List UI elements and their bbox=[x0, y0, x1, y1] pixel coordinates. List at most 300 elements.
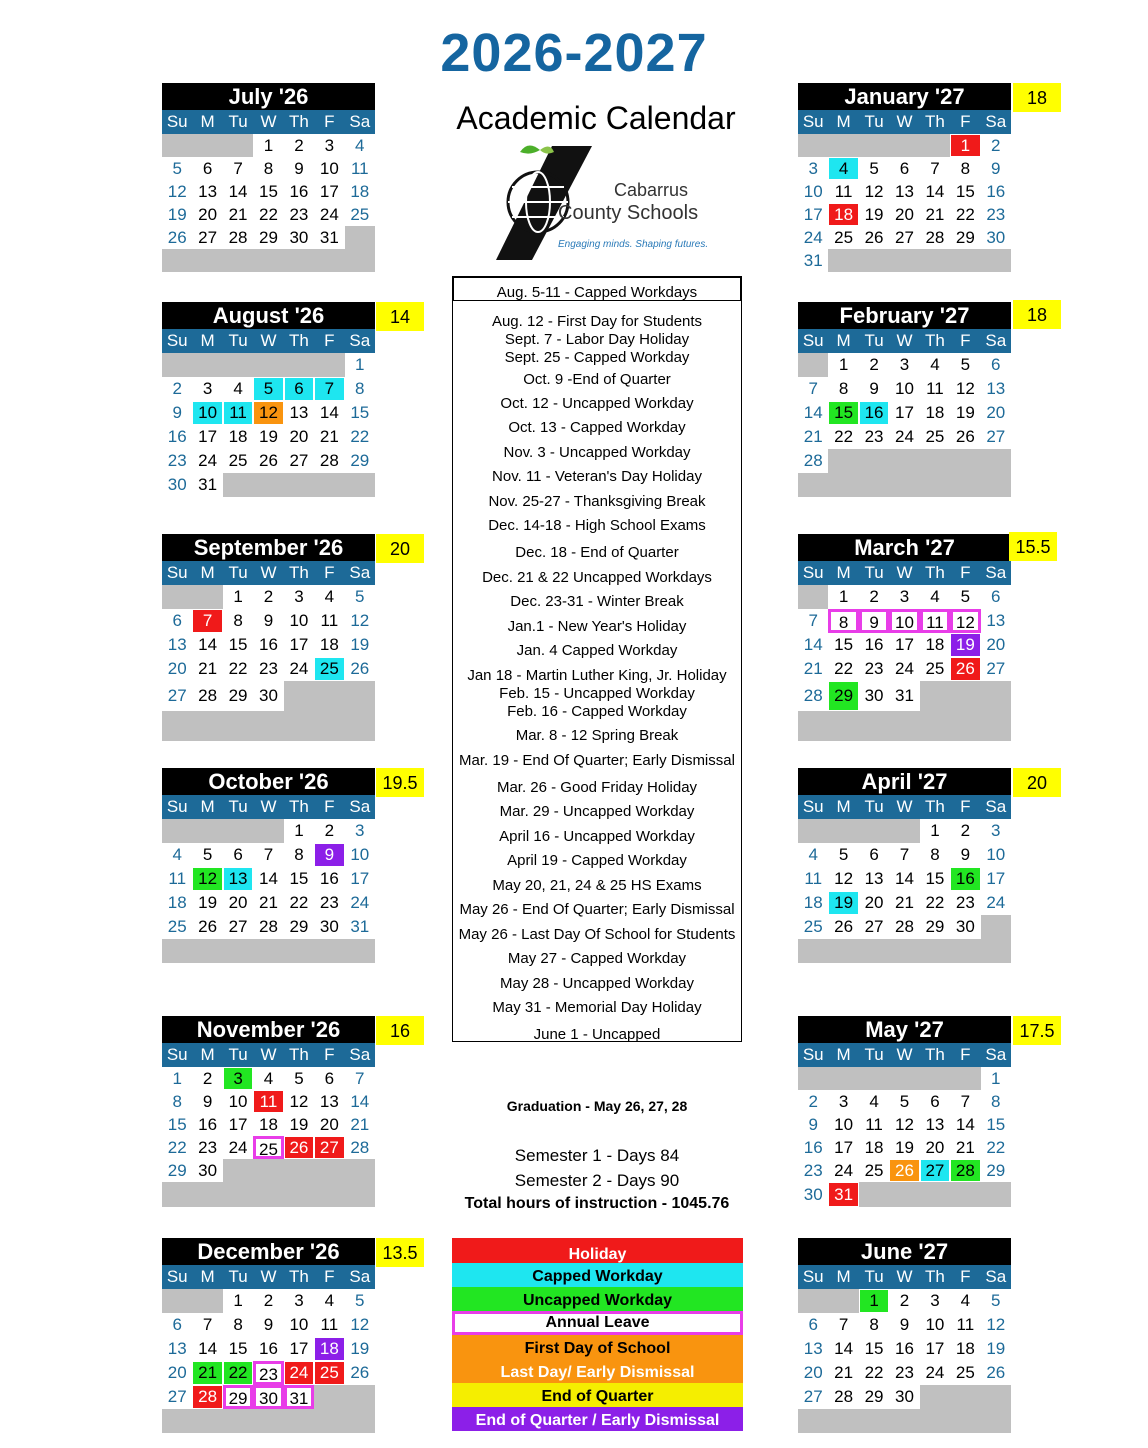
empty-cell bbox=[192, 353, 222, 377]
day-cell: 15 bbox=[920, 867, 950, 891]
day-cell: 2 bbox=[162, 377, 192, 401]
empty-cell bbox=[192, 585, 222, 609]
day-cell: 16 bbox=[253, 1337, 283, 1361]
day-cell: 18 bbox=[920, 401, 950, 425]
event-item: May 27 - Capped Workday bbox=[507, 950, 687, 967]
event-item: Feb. 15 - Uncapped Workday bbox=[499, 685, 695, 702]
day-cell: 22 bbox=[284, 891, 314, 915]
day-cell: 7 bbox=[192, 1313, 222, 1337]
event-item: Mar. 29 - Uncapped Workday bbox=[499, 803, 695, 820]
empty-cell bbox=[889, 939, 919, 963]
day-cell: 2 bbox=[798, 1090, 828, 1113]
day-cell: 7 bbox=[314, 377, 344, 401]
day-cell: 25 bbox=[253, 1136, 283, 1159]
weekday-label: Sa bbox=[349, 331, 371, 350]
day-cell: 30 bbox=[889, 1385, 919, 1409]
page-title: 2026-2027 bbox=[440, 23, 708, 83]
empty-cell bbox=[284, 681, 314, 711]
day-cell: 30 bbox=[950, 915, 980, 939]
weekday-label: Th bbox=[925, 563, 945, 582]
day-cell: 9 bbox=[192, 1090, 222, 1113]
day-cell: 9 bbox=[981, 157, 1011, 180]
semester1-info: Semester 1 - Days 84 bbox=[514, 1146, 680, 1165]
month-title: October '26 bbox=[162, 768, 375, 795]
empty-cell bbox=[162, 1289, 192, 1313]
day-cell: 18 bbox=[920, 633, 950, 657]
empty-cell bbox=[828, 1289, 858, 1313]
day-cell: 25 bbox=[314, 1361, 344, 1385]
empty-cell bbox=[920, 711, 950, 741]
empty-cell bbox=[192, 249, 222, 272]
day-cell: 28 bbox=[314, 449, 344, 473]
empty-cell bbox=[981, 449, 1011, 473]
day-cell: 18 bbox=[345, 180, 375, 203]
day-cell: 14 bbox=[223, 180, 253, 203]
day-cell: 20 bbox=[162, 1361, 192, 1385]
day-cell: 7 bbox=[345, 1067, 375, 1090]
day-cell: 6 bbox=[162, 1313, 192, 1337]
weekday-label: W bbox=[260, 1267, 277, 1286]
day-cell: 4 bbox=[314, 1289, 344, 1313]
empty-cell bbox=[981, 1182, 1011, 1207]
weekday-label: Su bbox=[166, 563, 188, 582]
event-item: May 26 - Last Day Of School for Students bbox=[458, 926, 736, 943]
event-item: May 20, 21, 24 & 25 HS Exams bbox=[492, 877, 702, 894]
month-grid bbox=[162, 1289, 375, 1433]
day-cell: 2 bbox=[284, 134, 314, 157]
empty-cell bbox=[314, 1409, 344, 1433]
day-cell: 28 bbox=[828, 1385, 858, 1409]
empty-cell bbox=[920, 1409, 950, 1433]
day-cell: 3 bbox=[284, 1289, 314, 1313]
empty-cell bbox=[345, 249, 375, 272]
day-cell: 2 bbox=[889, 1289, 919, 1313]
weekday-header bbox=[162, 795, 375, 819]
day-cell: 15 bbox=[828, 401, 858, 425]
day-cell: 17 bbox=[192, 425, 222, 449]
day-cell: 11 bbox=[162, 867, 192, 891]
empty-cell bbox=[981, 249, 1011, 272]
weekday-label: Sa bbox=[985, 1045, 1007, 1064]
legend-item: Capped Workday bbox=[452, 1263, 743, 1287]
empty-cell bbox=[253, 1159, 283, 1182]
day-cell: 19 bbox=[950, 633, 980, 657]
legend-item: Annual Leave bbox=[452, 1311, 743, 1335]
empty-cell bbox=[314, 473, 344, 497]
day-cell: 10 bbox=[981, 843, 1011, 867]
empty-cell bbox=[284, 1159, 314, 1182]
day-cell: 3 bbox=[889, 353, 919, 377]
day-cell: 13 bbox=[859, 867, 889, 891]
day-cell: 4 bbox=[162, 843, 192, 867]
empty-cell bbox=[920, 473, 950, 497]
empty-cell bbox=[253, 473, 283, 497]
day-cell: 12 bbox=[345, 609, 375, 633]
day-cell: 28 bbox=[192, 1385, 222, 1409]
month-title: November '26 bbox=[162, 1016, 375, 1043]
day-cell: 10 bbox=[798, 180, 828, 203]
day-cell: 14 bbox=[314, 401, 344, 425]
day-cell: 24 bbox=[920, 1361, 950, 1385]
empty-cell bbox=[859, 1409, 889, 1433]
day-cell: 22 bbox=[859, 1361, 889, 1385]
empty-cell bbox=[345, 1385, 375, 1409]
day-cell: 3 bbox=[828, 1090, 858, 1113]
day-cell: 26 bbox=[192, 915, 222, 939]
day-cell: 7 bbox=[253, 843, 283, 867]
day-cell: 29 bbox=[162, 1159, 192, 1182]
weekday-label: M bbox=[836, 797, 851, 816]
empty-cell bbox=[162, 134, 192, 157]
month-title: June '27 bbox=[798, 1238, 1011, 1265]
empty-cell bbox=[192, 1182, 222, 1207]
day-cell: 4 bbox=[859, 1090, 889, 1113]
day-cell: 1 bbox=[253, 134, 283, 157]
empty-cell bbox=[162, 711, 192, 741]
event-item: Nov. 11 - Veteran's Day Holiday bbox=[492, 468, 702, 485]
day-cell: 25 bbox=[162, 915, 192, 939]
empty-cell bbox=[950, 1182, 980, 1207]
day-cell: 26 bbox=[889, 1159, 919, 1182]
day-cell: 7 bbox=[223, 157, 253, 180]
event-item: Oct. 12 - Uncapped Workday bbox=[500, 395, 694, 412]
weekday-label: F bbox=[324, 797, 335, 816]
weekday-label: Th bbox=[289, 1045, 309, 1064]
empty-cell bbox=[981, 939, 1011, 963]
day-cell: 4 bbox=[950, 1289, 980, 1313]
legend-item: End of Quarter bbox=[452, 1383, 743, 1407]
day-cell: 30 bbox=[798, 1182, 828, 1207]
event-item: Jan 18 - Martin Luther King, Jr. Holiday bbox=[467, 667, 727, 684]
empty-cell bbox=[798, 819, 828, 843]
day-cell: 3 bbox=[798, 157, 828, 180]
day-cell: 18 bbox=[798, 891, 828, 915]
weekday-label: F bbox=[324, 112, 335, 131]
day-cell: 27 bbox=[981, 657, 1011, 681]
weekday-label: M bbox=[836, 1267, 851, 1286]
day-cell: 6 bbox=[798, 1313, 828, 1337]
empty-cell bbox=[284, 1409, 314, 1433]
day-cell: 3 bbox=[345, 819, 375, 843]
empty-cell bbox=[859, 1067, 889, 1090]
day-cell: 4 bbox=[253, 1067, 283, 1090]
day-cell: 11 bbox=[859, 1113, 889, 1136]
empty-cell bbox=[253, 711, 283, 741]
month-title: August '26 bbox=[162, 302, 375, 329]
day-cell: 11 bbox=[314, 1313, 344, 1337]
day-cell: 22 bbox=[950, 203, 980, 226]
day-cell: 26 bbox=[284, 1136, 314, 1159]
empty-cell bbox=[889, 449, 919, 473]
day-cell: 9 bbox=[253, 1313, 283, 1337]
day-cell: 24 bbox=[314, 203, 344, 226]
day-cell: 8 bbox=[284, 843, 314, 867]
day-cell: 24 bbox=[284, 1361, 314, 1385]
day-cell: 26 bbox=[345, 657, 375, 681]
instruction-days-badge: 20 bbox=[376, 534, 424, 563]
weekday-header bbox=[798, 329, 1011, 353]
day-cell: 10 bbox=[192, 401, 222, 425]
day-cell: 22 bbox=[345, 425, 375, 449]
day-cell: 26 bbox=[345, 1361, 375, 1385]
month-grid bbox=[162, 1067, 375, 1207]
day-cell: 29 bbox=[223, 1385, 253, 1409]
event-item: Oct. 9 -End of Quarter bbox=[523, 371, 671, 388]
empty-cell bbox=[798, 1409, 828, 1433]
day-cell: 20 bbox=[284, 425, 314, 449]
weekday-label: Tu bbox=[228, 1045, 248, 1064]
weekday-label: M bbox=[200, 1267, 215, 1286]
day-cell: 27 bbox=[162, 681, 192, 711]
weekday-label: Th bbox=[289, 797, 309, 816]
day-cell: 10 bbox=[920, 1313, 950, 1337]
empty-cell bbox=[798, 1067, 828, 1090]
day-cell: 2 bbox=[253, 585, 283, 609]
day-cell: 2 bbox=[253, 1289, 283, 1313]
weekday-label: Th bbox=[925, 331, 945, 350]
day-cell: 29 bbox=[345, 449, 375, 473]
empty-cell bbox=[284, 249, 314, 272]
empty-cell bbox=[920, 681, 950, 711]
empty-cell bbox=[284, 353, 314, 377]
day-cell: 25 bbox=[345, 203, 375, 226]
day-cell: 16 bbox=[253, 633, 283, 657]
day-cell: 19 bbox=[284, 1113, 314, 1136]
empty-cell bbox=[828, 1067, 858, 1090]
day-cell: 15 bbox=[223, 633, 253, 657]
day-cell: 2 bbox=[314, 819, 344, 843]
day-cell: 26 bbox=[828, 915, 858, 939]
day-cell: 17 bbox=[284, 1337, 314, 1361]
empty-cell bbox=[828, 134, 858, 157]
day-cell: 15 bbox=[162, 1113, 192, 1136]
day-cell: 31 bbox=[284, 1385, 314, 1409]
day-cell: 14 bbox=[828, 1337, 858, 1361]
day-cell: 27 bbox=[314, 1136, 344, 1159]
day-cell: 9 bbox=[284, 157, 314, 180]
day-cell: 8 bbox=[950, 157, 980, 180]
empty-cell bbox=[192, 939, 222, 963]
month-grid bbox=[798, 819, 1011, 963]
instruction-days-badge: 19.5 bbox=[376, 768, 424, 797]
day-cell: 18 bbox=[314, 1337, 344, 1361]
day-cell: 10 bbox=[284, 1313, 314, 1337]
month-grid bbox=[798, 1067, 1011, 1207]
day-cell: 16 bbox=[859, 401, 889, 425]
legend-item: Last Day/ Early Dismissal bbox=[452, 1359, 743, 1383]
month-calendar bbox=[798, 534, 1011, 741]
day-cell: 15 bbox=[828, 633, 858, 657]
day-cell: 20 bbox=[314, 1113, 344, 1136]
weekday-label: Th bbox=[289, 563, 309, 582]
day-cell: 5 bbox=[828, 843, 858, 867]
empty-cell bbox=[798, 353, 828, 377]
empty-cell bbox=[253, 1409, 283, 1433]
day-cell: 17 bbox=[920, 1337, 950, 1361]
day-cell: 31 bbox=[828, 1182, 858, 1207]
day-cell: 10 bbox=[889, 377, 919, 401]
empty-cell bbox=[859, 473, 889, 497]
weekday-label: Th bbox=[289, 112, 309, 131]
weekday-label: Tu bbox=[864, 1045, 884, 1064]
day-cell: 27 bbox=[284, 449, 314, 473]
empty-cell bbox=[314, 353, 344, 377]
day-cell: 21 bbox=[192, 657, 222, 681]
day-cell: 8 bbox=[859, 1313, 889, 1337]
empty-cell bbox=[192, 711, 222, 741]
day-cell: 13 bbox=[920, 1113, 950, 1136]
weekday-label: Su bbox=[802, 112, 824, 131]
day-cell: 16 bbox=[192, 1113, 222, 1136]
day-cell: 23 bbox=[889, 1361, 919, 1385]
day-cell: 23 bbox=[192, 1136, 222, 1159]
day-cell: 18 bbox=[828, 203, 858, 226]
event-item: Aug. 12 - First Day for Students bbox=[491, 313, 703, 330]
month-title: May '27 bbox=[798, 1016, 1011, 1043]
empty-cell bbox=[284, 1182, 314, 1207]
weekday-label: F bbox=[960, 1267, 971, 1286]
day-cell: 9 bbox=[798, 1113, 828, 1136]
day-cell: 14 bbox=[889, 867, 919, 891]
day-cell: 5 bbox=[192, 843, 222, 867]
instruction-days-badge: 13.5 bbox=[376, 1238, 424, 1267]
day-cell: 5 bbox=[162, 157, 192, 180]
event-item: Mar. 8 - 12 Spring Break bbox=[515, 727, 679, 744]
empty-cell bbox=[859, 134, 889, 157]
day-cell: 15 bbox=[284, 867, 314, 891]
day-cell: 21 bbox=[192, 1361, 222, 1385]
day-cell: 28 bbox=[889, 915, 919, 939]
event-item: Sept. 7 - Labor Day Holiday bbox=[504, 331, 690, 348]
empty-cell bbox=[162, 1409, 192, 1433]
day-cell: 31 bbox=[345, 915, 375, 939]
day-cell: 3 bbox=[889, 585, 919, 609]
total-hours-info: Total hours of instruction - 1045.76 bbox=[464, 1195, 730, 1212]
day-cell: 7 bbox=[798, 377, 828, 401]
empty-cell bbox=[162, 939, 192, 963]
day-cell: 22 bbox=[828, 657, 858, 681]
event-item: Jan.1 - New Year's Holiday bbox=[507, 618, 687, 635]
day-cell: 30 bbox=[192, 1159, 222, 1182]
day-cell: 4 bbox=[314, 585, 344, 609]
day-cell: 29 bbox=[828, 681, 858, 711]
day-cell: 23 bbox=[798, 1159, 828, 1182]
day-cell: 7 bbox=[192, 609, 222, 633]
empty-cell bbox=[828, 711, 858, 741]
weekday-label: F bbox=[960, 112, 971, 131]
weekday-label: Th bbox=[925, 797, 945, 816]
day-cell: 23 bbox=[950, 891, 980, 915]
day-cell: 21 bbox=[828, 1361, 858, 1385]
empty-cell bbox=[192, 819, 222, 843]
day-cell: 19 bbox=[950, 401, 980, 425]
day-cell: 24 bbox=[828, 1159, 858, 1182]
day-cell: 7 bbox=[920, 157, 950, 180]
weekday-label: Sa bbox=[349, 1045, 371, 1064]
day-cell: 22 bbox=[223, 1361, 253, 1385]
month-calendar bbox=[162, 1238, 375, 1433]
day-cell: 29 bbox=[859, 1385, 889, 1409]
empty-cell bbox=[950, 449, 980, 473]
empty-cell bbox=[345, 681, 375, 711]
day-cell: 12 bbox=[345, 1313, 375, 1337]
day-cell: 19 bbox=[981, 1337, 1011, 1361]
empty-cell bbox=[223, 711, 253, 741]
empty-cell bbox=[223, 249, 253, 272]
day-cell: 12 bbox=[192, 867, 222, 891]
empty-cell bbox=[284, 939, 314, 963]
event-item: Sept. 25 - Capped Workday bbox=[504, 349, 690, 366]
month-grid bbox=[798, 134, 1011, 272]
month-calendar bbox=[162, 768, 375, 963]
empty-cell bbox=[828, 249, 858, 272]
empty-cell bbox=[253, 819, 283, 843]
weekday-label: Su bbox=[802, 563, 824, 582]
month-calendar bbox=[798, 302, 1011, 497]
day-cell: 12 bbox=[828, 867, 858, 891]
day-cell: 24 bbox=[223, 1136, 253, 1159]
weekday-label: F bbox=[960, 563, 971, 582]
day-cell: 25 bbox=[920, 657, 950, 681]
day-cell: 14 bbox=[192, 1337, 222, 1361]
month-title: February '27 bbox=[798, 302, 1011, 329]
day-cell: 8 bbox=[828, 609, 858, 633]
event-item: April 19 - Capped Workday bbox=[507, 852, 687, 869]
day-cell: 28 bbox=[950, 1159, 980, 1182]
empty-cell bbox=[162, 249, 192, 272]
empty-cell bbox=[253, 939, 283, 963]
day-cell: 13 bbox=[162, 633, 192, 657]
event-item: Dec. 18 - End of Quarter bbox=[515, 544, 679, 561]
day-cell: 30 bbox=[253, 1385, 283, 1409]
day-cell: 17 bbox=[798, 203, 828, 226]
legend-item: End of Quarter / Early Dismissal bbox=[452, 1407, 743, 1431]
empty-cell bbox=[981, 681, 1011, 711]
day-cell: 16 bbox=[798, 1136, 828, 1159]
weekday-header bbox=[798, 1043, 1011, 1067]
day-cell: 9 bbox=[950, 843, 980, 867]
day-cell: 11 bbox=[223, 401, 253, 425]
empty-cell bbox=[314, 681, 344, 711]
day-cell: 28 bbox=[920, 226, 950, 249]
event-item: May 28 - Uncapped Workday bbox=[500, 975, 694, 992]
weekday-label: F bbox=[960, 331, 971, 350]
day-cell: 23 bbox=[859, 657, 889, 681]
day-cell: 20 bbox=[981, 633, 1011, 657]
day-cell: 28 bbox=[798, 681, 828, 711]
day-cell: 19 bbox=[828, 891, 858, 915]
weekday-label: Sa bbox=[349, 112, 371, 131]
day-cell: 8 bbox=[162, 1090, 192, 1113]
empty-cell bbox=[223, 1182, 253, 1207]
weekday-label: Tu bbox=[864, 797, 884, 816]
day-cell: 25 bbox=[223, 449, 253, 473]
day-cell: 15 bbox=[859, 1337, 889, 1361]
weekday-label: W bbox=[260, 563, 277, 582]
day-cell: 23 bbox=[253, 657, 283, 681]
weekday-label: Th bbox=[925, 112, 945, 131]
day-cell: 29 bbox=[284, 915, 314, 939]
day-cell: 14 bbox=[253, 867, 283, 891]
day-cell: 30 bbox=[859, 681, 889, 711]
event-item: May 26 - End Of Quarter; Early Dismissal bbox=[459, 901, 735, 918]
weekday-label: W bbox=[260, 1045, 277, 1064]
day-cell: 2 bbox=[859, 353, 889, 377]
day-cell: 27 bbox=[223, 915, 253, 939]
day-cell: 24 bbox=[192, 449, 222, 473]
month-grid bbox=[162, 353, 375, 497]
day-cell: 6 bbox=[223, 843, 253, 867]
